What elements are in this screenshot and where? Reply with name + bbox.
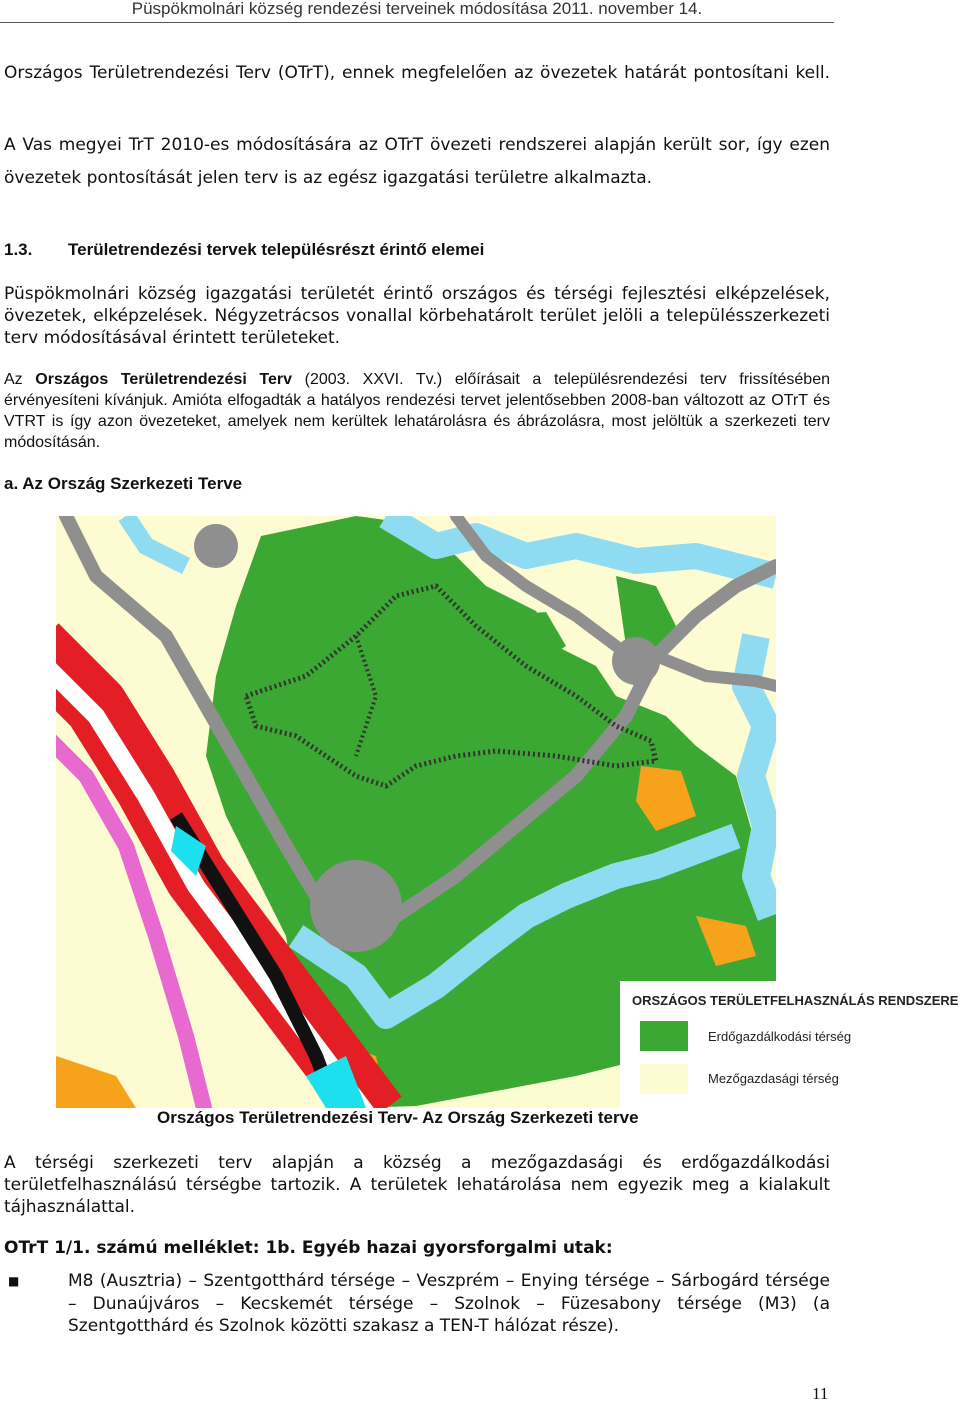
legend-label-agri: Mezőgazdasági térség [708,1071,839,1086]
otrt-bold: Országos Területrendezési Terv [35,371,293,388]
map-settlement-node-3 [194,524,238,568]
map-settlement-node [310,860,402,952]
p2-prefix: Az [4,371,36,388]
otrt-annex-heading: OTrT 1/1. számú melléklet: 1b. Egyéb hazai gyorsforgalmi utak: [4,1238,613,1258]
legend-title: ORSZÁGOS TERÜLETFELHASZNÁLÁS RENDSZERE [632,993,959,1008]
map-legend [620,981,960,1108]
intro-paragraph-2: A Vas megyei TrT 2010-es módosítására az OTrT övezeti rendszerei alapján került sor, így ezen övezetek pontosítását jelen terv is az egész igazgatási területre alkalmazta. [4,135,830,188]
legend-swatch-agri [640,1064,688,1094]
section-heading [4,240,484,260]
legend-label-forest: Erdőgazdálkodási térség [708,1029,852,1044]
after-map-paragraph: A térségi szerkezeti terv alapján a község a mezőgazdasági és erdőgazdálkodási területfelhasználású térségbe tartozik. A területek lehatárolása nem egyezik meg a kialakult tájhasználattal. [4,1153,830,1217]
bullet-square-icon: ■ [8,1274,20,1288]
page-header: Püspökmolnári község rendezési terveinek módosítása 2011. november 14. [0,0,834,23]
map-settlement-node-2 [612,637,660,685]
list-item [0,1270,830,1338]
section-title: Területrendezési tervek településrészt érintő elemei [68,240,485,259]
highway-list [0,1270,834,1338]
list-item-text: M8 (Ausztria) – Szentgotthárd térsége – Veszprém – Enying térsége – Sárbogárd térsége – Dunaújváros – Kecskemét térsége – Szolnok – Füzesabony térsége (M3) (a Szentgotthárd és Szolnok közötti szakasz a TEN-T hálózat része). [68,1271,830,1336]
subsection-heading: a. Az Ország Szerkezeti Terve [4,474,243,493]
section-paragraph-1: Püspökmolnári község igazgatási területét érintő országos és térségi fejlesztési elképzelések, övezetek, elképzelések. Négyzetrácsos vonallal körbehatárolt terület jelöli a településszerkezeti terv módosításával érintett területeket. [4,284,830,348]
p2-rest: Amióta elfogadták a hatályos rendezési tervet jelentősebben 2008-ban változott az OTrT és VTRT is így azon övezeteket, amelyek nem kerültek lehatárolásra és ábrázolásra, most jelöltük a szerkezeti terv módosításán. [4,392,830,451]
section-paragraph-2 [4,369,830,453]
map-caption: Országos Területrendezési Terv- Az Ország Szerkezeti terve [157,1108,639,1127]
section-number: 1.3. [4,240,33,259]
p2-mid: (2003. XXVI. Tv.) előírásait a településrendezési terv frissítésében érvényesíteni kívánjuk. [4,371,830,409]
legend-swatch-forest [640,1021,688,1051]
page-number: 11 [812,1384,829,1403]
intro-paragraph-1: Országos Területrendezési Terv (OTrT), ennek megfelelően az övezetek határát pontosítani kell. [4,63,830,83]
